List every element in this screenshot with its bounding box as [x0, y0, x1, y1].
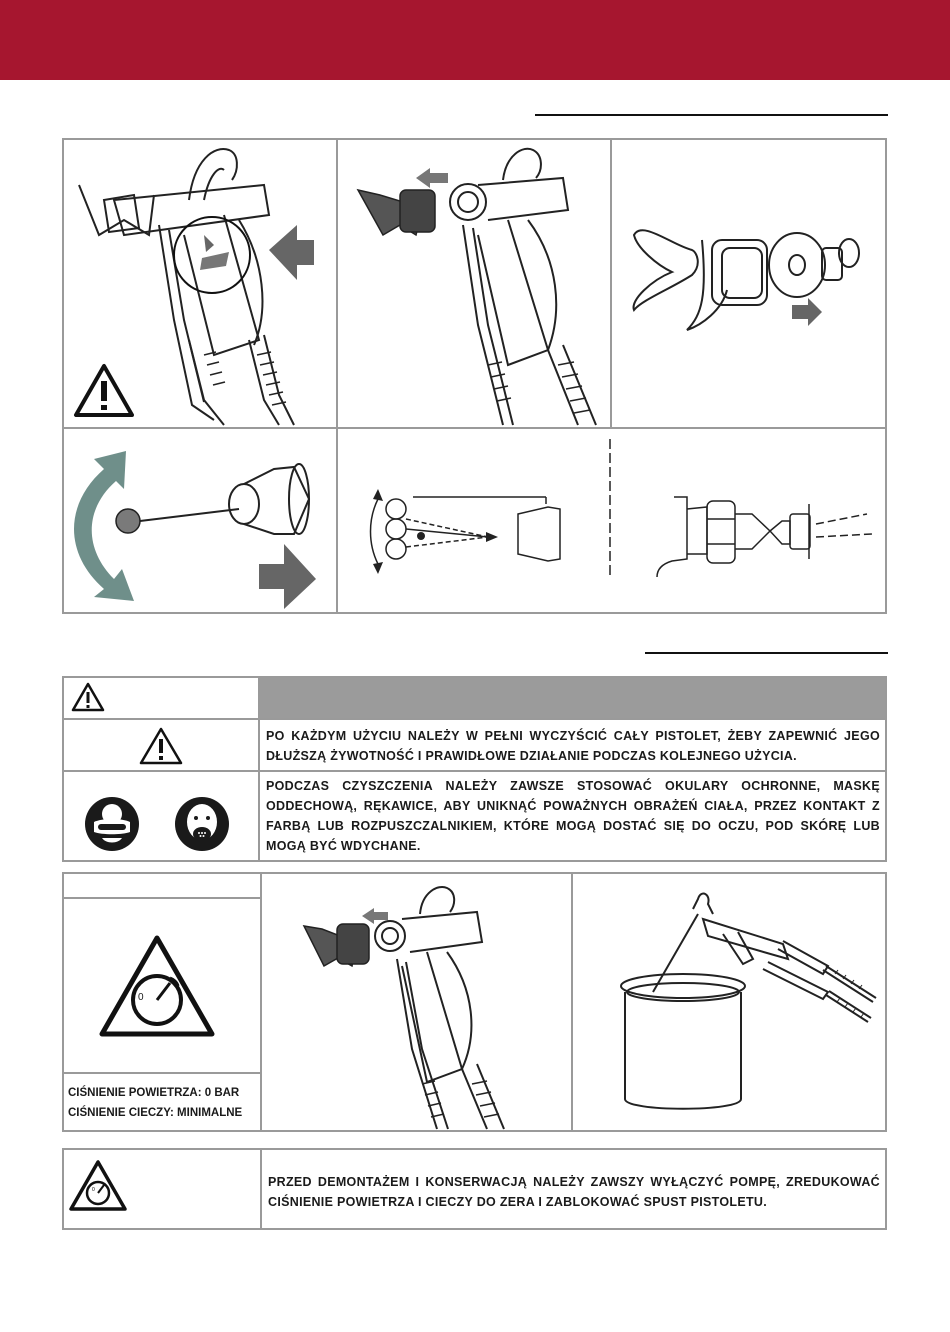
gauge-zero-label: 0 [138, 992, 144, 1003]
pull-arrow-icon [416, 168, 448, 188]
spray-nozzle-figure [612, 429, 885, 612]
fluid-pressure-text: CIŚNIENIE CIECZY: MINIMALNE [68, 1107, 243, 1119]
section-rule [645, 652, 888, 654]
warning-icon [76, 366, 132, 415]
pressure-gauge-warning-icon [68, 1159, 128, 1213]
maintenance-warning-text: PRZED DEMONTAŻEM I KONSERWACJĄ NALEŻY ZAWSZY WYŁĄCZYĆ POMPĘ, ZREDUKOWAĆ CIŚNIENIE POWIETRZA I CIECZY DO ZERA I ZABLOKOWAĆ SPUST PISTOLETU. [268, 1175, 880, 1209]
cleaning-table-header-bar [260, 678, 885, 718]
svg-text:0: 0 [92, 1187, 95, 1193]
warning-icon [70, 681, 106, 713]
air-pressure-text: CIŚNIENIE POWIETRZA: 0 BAR [68, 1087, 240, 1099]
respirator-mask-icon [174, 796, 230, 852]
protective-equipment-text: PODCZAS CZYSZCZENIA NALEŻY ZAWSZE STOSOWAĆ OKULARY OCHRONNE, MASKĘ ODDECHOWĄ, RĘKAWICE, ABY UNIKNĄĆ POWAŻNYCH OBRAŻEŃ CIAŁA, PRZEZ KONTAKT Z FARBĄ LUB ROZPUSZCZALNIKIEM, KTÓRE MOGĄ DOSTAĆ SIĘ DO OCZU, POD SKÓRĘ LUB MOGĄ BYĆ WDYCHANE. [266, 779, 880, 853]
trigger-lock-figure [64, 140, 336, 427]
spray-gun-disassembly-figure [262, 874, 571, 1130]
goggles-icon [84, 796, 140, 852]
section-rule [535, 114, 888, 116]
header-bar [0, 0, 950, 80]
cleaning-instruction-text: PO KAŻDYM UŻYCIU NALEŻY W PEŁNI WYCZYŚCIĆ CAŁY PISTOLET, ŻEBY ZAPEWNIĆ JEGO DŁUŻSZĄ ŻYWOTNOŚĆ I PRAWIDŁOWE DZIAŁANIE PODCZAS KOLEJNEGO UŻYCIA. [266, 729, 880, 763]
remove-tip-guard-figure [338, 140, 610, 427]
pressure-gauge-warning-icon [98, 934, 216, 1038]
tip-rotate-figure [64, 429, 336, 612]
warning-icon [136, 726, 186, 766]
direction-arrow-icon [792, 298, 822, 326]
insert-arrow-icon [259, 544, 316, 609]
press-arrow-icon [269, 225, 314, 280]
tip-guard-exploded-figure [612, 140, 885, 427]
spray-gun-bucket-figure [573, 874, 885, 1130]
spray-angle-figure [338, 429, 610, 612]
